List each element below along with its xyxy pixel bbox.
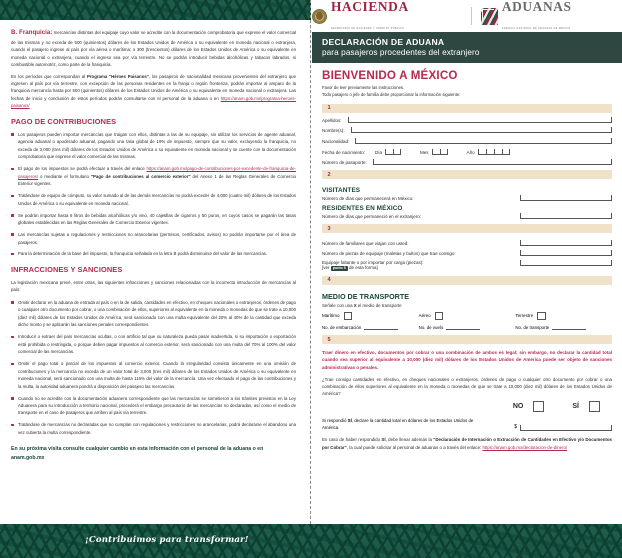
- field-fecha-nacimiento: [322, 149, 612, 155]
- decorative-greca-band-top: [0, 0, 311, 20]
- closing-text: En su próxima visita consulte cualquier cambio en esta información con el personal de la aduana o en: [11, 446, 264, 453]
- field-label: Nombre(s):: [322, 128, 345, 134]
- reference-badge: punto 5: [332, 266, 346, 271]
- mode-label: Terrestre: [515, 313, 534, 319]
- pago-contribuciones-list: [11, 131, 296, 258]
- infracciones-intro: La legislación mexicana prevé, entre otras, las siguientes infracciones y sanciones relacionadas con la incorrecta introducción de mercancías al país:: [11, 279, 296, 293]
- transport-mode-aereo: [419, 312, 516, 331]
- cash-declaration-warning: Traer dinero en efectivo, documentos por cobrar o una combinación de ambos es legal; sin embargo, no declarar la cantidad total cuando sea superior al equivalente a 10,000 (diez mil) dólares de los Estados Unidos de América puede ser objeto de sanciones administrativas o penales.: [322, 350, 612, 370]
- section-4-number: 4: [327, 277, 331, 284]
- pago-contribuciones-heading: PAGO DE CONTRIBUCIONES: [11, 116, 117, 126]
- row-dias-extranjero: [322, 213, 612, 219]
- year-input[interactable]: [478, 149, 510, 155]
- section-bar-fill: [336, 335, 612, 344]
- additional-declaration-note: [322, 436, 612, 450]
- anam-website-link[interactable]: anam.gob.mx: [11, 455, 45, 462]
- numero-vuelo-input[interactable]: [446, 325, 480, 330]
- field-nacionalidad: [322, 138, 612, 144]
- infracciones-sanciones-list: [11, 299, 296, 437]
- field-label: Número de pasaporte:: [322, 160, 367, 166]
- transport-mode-grid: [322, 312, 612, 331]
- instruction-pre: Señale con una: [322, 302, 354, 308]
- equipaje-faltante-input[interactable]: [520, 260, 612, 266]
- year-label: Año: [466, 149, 475, 155]
- final-mid-1: , debe llenar además la: [385, 437, 434, 443]
- list-item: [11, 131, 296, 161]
- list-item: [11, 333, 296, 355]
- list-item: [11, 421, 296, 436]
- dias-en-mexico-input[interactable]: [520, 195, 612, 201]
- aduanas-logo: [481, 0, 622, 34]
- mode-number-label: No. de transporte: [515, 325, 550, 331]
- heroes-paisanos-paragraph: [11, 73, 296, 110]
- aereo-checkbox[interactable]: [435, 312, 444, 321]
- declare-text-post: , declare la cantidad total en dólares de los Estados Unidos de América.: [322, 418, 474, 431]
- residentes-heading: RESIDENTES EN MÉXICO: [322, 205, 403, 213]
- section-4-bar: [322, 276, 612, 285]
- instructions-line-2: Todo pasajero o jefe de familia debe proporcionar la información siguiente:: [322, 91, 461, 97]
- instruction-post: el medio de transporte: [356, 302, 402, 308]
- list-item: [11, 360, 296, 390]
- list-item-text: Tratándose de equipo de cómputo, su valor sumado al de las demás mercancías no podrá exceder de 4,000 (cuatro mil) dólares de los Estados Unidos de América o su equivalente en moneda nacional.: [18, 193, 296, 206]
- day-label: Día: [375, 149, 383, 155]
- row-equipaje-faltante: [322, 260, 612, 270]
- list-item-text: del Anexo 1 de las Reglas Generales de Comercio Exterior vigentes.: [18, 173, 296, 187]
- logo-separator: [471, 7, 472, 25]
- row-dias-mexico: [322, 195, 612, 201]
- month-group: [420, 149, 451, 155]
- section-1-fields: [312, 113, 622, 165]
- section-3-fields: [312, 233, 622, 270]
- field-label: Nacionalidad:: [322, 139, 350, 145]
- nombres-input[interactable]: [351, 127, 612, 133]
- section-3-number: 3: [327, 225, 331, 232]
- hacienda-wordmark: HACIENDA: [331, 0, 409, 14]
- list-item: [11, 231, 296, 246]
- aduanas-subtitle: AGENCIA NACIONAL DE ADUANAS DE MÉXICO: [501, 28, 571, 30]
- list-item-text: Omitir el pago total o parcial de los impuestos al comercio exterior. Cuando la irregularidad consista únicamente en una omisión de contribuciones y la mercancía no exceda de un valor total de 3,000 (tres mil) dólares de los Estados Unidos de América o su equivalente en moneda nacional, será sancionado con una multa de hasta 116% del valor de la mercancía. Una vez efectuado el pago de las contribuciones y la multa, la autoridad aduanera pondrá a disposición del pasajero las mercancías.: [18, 361, 296, 389]
- franquicia-paragraph: [11, 28, 296, 69]
- field-label: Apellidos:: [322, 117, 342, 123]
- closing-note: [11, 445, 296, 463]
- apellidos-input[interactable]: [348, 117, 612, 123]
- medio-transporte-instruction: [322, 303, 612, 308]
- final-pre: En caso de haber respondido: [322, 437, 382, 443]
- heroes-paisanos-link[interactable]: https://anam.gob.mx/programa-heroes-paisanos/: [11, 95, 296, 109]
- aduanas-emblem-icon: [481, 8, 498, 25]
- heroes-text-2: , los pasajeros de nacionalidad mexicana provenientes del extranjero que ingresen al país por vía terrestre, con excepción de las personas residentes en la franja o región fronteriza, podrán importar al amparo de la franquicia mercancía hasta por 500 (quinientos) dólares de los Estados Unidos de América o su equivalente en moneda nacional o extranjera. Las fechas de inicio y conclusión de estos períodos podrán consultarse con el personal de la aduana o en: [11, 73, 296, 101]
- transport-mode-maritimo: [322, 312, 419, 331]
- section-3-bar: [322, 224, 612, 233]
- medio-transporte-heading: MEDIO DE TRANSPORTE: [322, 291, 410, 301]
- declare-amount-row: [322, 417, 612, 431]
- list-item-text: Los pasajeros pueden importar mercancías que traigan con ellos, distintas a las de su equipaje, sin utilizar los servicios de agente aduanal, agencia aduanal o apoderado aduanal, pagando una tasa global de 19% de impuesto, siempre que su valor, excluyendo la franquicia, no exceda de 3,000 (tres mil) dólares de los Estados Unidos de América o su equivalente en moneda nacional y se cuente con la documentación comprobatoria que exprese el valor comercial de las mismas.: [18, 131, 296, 160]
- welcome-heading: BIENVENIDO A MÉXICO: [322, 69, 458, 82]
- list-item: [11, 165, 296, 187]
- numero-familiares-input[interactable]: [520, 240, 612, 246]
- section-bar-fill: [336, 104, 612, 113]
- field-apellidos: [322, 117, 612, 123]
- visitantes-heading: VISITANTES: [322, 187, 361, 195]
- right-declaration-form-column: [312, 0, 622, 524]
- numero-embarcacion-input[interactable]: [364, 325, 398, 330]
- field-numero-pasaporte: [322, 159, 612, 165]
- section-bar-fill: [336, 276, 612, 285]
- section-2-bar: [322, 170, 612, 179]
- reference-note-post: de esta forma]: [347, 265, 378, 271]
- field-label: Fecha de nacimiento:: [322, 149, 366, 155]
- formulario-name: "Pago de contribuciones al comercio exterior": [90, 173, 191, 179]
- reference-note-pre: [ver: [322, 265, 331, 271]
- passport-number-input[interactable]: [373, 159, 612, 165]
- hacienda-logo: [312, 0, 462, 34]
- question-label: Número de días que permanecerá en México:: [322, 196, 414, 202]
- mode-number-label: No. de embarcación: [322, 325, 362, 331]
- institutional-logos: [312, 0, 622, 32]
- form-title: DECLARACIÓN DE ADUANA: [322, 37, 445, 47]
- declare-si-bold: SÍ: [347, 418, 352, 424]
- heroes-program-name: Programa "Héroes Paisanos": [86, 73, 149, 79]
- infracciones-sanciones-heading: INFRACCIONES Y SANCIONES: [11, 264, 123, 274]
- list-item-text: Introducir o extraer del país mercancías ocultas, o con artificio tal que su naturaleza pueda pasar inadvertida, si su importación o exportación está prohibida o restringida, o porque deben pagar impuestos al comercio exterior, será sancionado con una multa del 70% al 100% del valor comercial de las mercancías.: [18, 334, 296, 355]
- list-item-text: Se podrán importar hasta 6 litros de bebidas alcohólicas y/o vino, 40 cajetillas de cigarros y 50 puros, en cuyos casos se pagarán las tasas globales establecidas en las Reglas Generales de Comercio Exterior vigentes.: [18, 212, 296, 226]
- si-label: SÍ: [572, 403, 579, 411]
- franquicia-body: mercancías distintas del equipaje cuyo valor se acredite con la documentación comprobatoria que exprese el valor comercial de las mismas y no exceda de 500 (quinientos) dólares de los Estados Unidos de América o su equivalente en moneda nacional o extranjera, cuando el pasajero ingrese al país por vía aérea o marítima; o 300 (trescientos) dólares de los Estados Unidos de América o su equivalente en moneda nacional o extranjera, cuando el ingreso sea por vía terrestre. No se podrán introducir bebidas alcohólicas y tabacos labrados, ni combustible automotriz, como parte de la franquicia.: [11, 30, 296, 68]
- list-item-text: Para la determinación de la base del impuesto, la franquicia señalada en la letra B podrá disminuirse del valor de las mercancías.: [18, 251, 268, 257]
- row-piezas-equipaje: [322, 250, 612, 256]
- list-item-text: Tratándose de mercancías no declaradas que no cumplan con regulaciones y restricciones no arancelarias, podrá declararse el abandono una vez cubierta la multa correspondiente.: [18, 422, 296, 435]
- question-label: Equipaje faltante o por importar por carga (piezas):: [322, 260, 424, 266]
- question-label: Número de piezas de equipaje (maletas y bultos) que trae consigo:: [322, 251, 456, 257]
- cash-answer-row: [322, 401, 600, 412]
- list-item-text: El pago de los impuestos se podrá efectuar a través del enlace: [18, 166, 147, 172]
- section-1-bar: [322, 104, 612, 113]
- heroes-text-1: En los períodos que correspondan al: [11, 73, 87, 79]
- mode-number-label: No. de vuelo: [418, 325, 444, 331]
- question-label: Número de familiares que viajan con usted:: [322, 241, 409, 247]
- form-title-bar: [312, 32, 622, 63]
- maritimo-checkbox[interactable]: [344, 312, 353, 321]
- si-checkbox[interactable]: [589, 401, 600, 412]
- transport-mode-terrestre: [515, 312, 612, 331]
- section-bar-fill: [336, 170, 612, 179]
- declaracion-dinero-link[interactable]: https://anam.gob.mx/declaracion-de-dinero/: [482, 444, 568, 450]
- fold-dashed-divider: [310, 0, 311, 524]
- dias-en-extranjero-input[interactable]: [520, 213, 612, 219]
- section-2-fields: [312, 179, 622, 219]
- final-mid-2: , la cual puede solicitar al personal de aduanas o a través del enlace:: [346, 444, 483, 450]
- instruction-mark: X: [353, 302, 357, 308]
- mode-label: Marítimo: [322, 313, 340, 319]
- terrestre-checkbox[interactable]: [537, 312, 546, 321]
- final-si-bold: SÍ: [381, 437, 386, 443]
- month-input[interactable]: [432, 149, 448, 155]
- list-item: [11, 250, 296, 257]
- declared-amount-input[interactable]: [520, 425, 612, 431]
- aduanas-wordmark: ADUANAS: [501, 0, 572, 14]
- no-checkbox[interactable]: [533, 401, 544, 412]
- section-bar-fill: [336, 224, 612, 233]
- declare-text-pre: Si respondió: [322, 418, 348, 424]
- no-label: NO: [512, 403, 524, 411]
- day-input[interactable]: [385, 149, 401, 155]
- pago-contribuciones-link[interactable]: https://anam.gob.mx/pago-de-contribuciones-por-excedente-de-franquicia-de-pasajeros/: [18, 166, 296, 179]
- hacienda-subtitle: SECRETARÍA DE HACIENDA Y CRÉDITO PÚBLICO: [331, 28, 405, 30]
- welcome-block: [312, 63, 622, 99]
- decorative-greca-band-bottom: [0, 524, 622, 558]
- field-nombres: [322, 127, 612, 133]
- section-5-number: 5: [327, 336, 331, 343]
- row-familiares: [322, 240, 612, 246]
- piezas-equipaje-input[interactable]: [520, 250, 612, 256]
- cash-declaration-question: ¿Trae consigo cantidades en efectivo, en cheques nacionales o extranjeros, órdenes de pago o cualquier otro documento por cobrar o una combinación de ellos superiores al equivalente en la moneda o monedas de que se trate a 10,000 (diez mil) dólares de los Estados Unidos de América?: [322, 376, 612, 397]
- numero-transporte-input[interactable]: [552, 325, 586, 330]
- month-label: Mes: [420, 149, 429, 155]
- list-item: [11, 212, 296, 227]
- left-instructions-column: [0, 20, 308, 524]
- section-2-number: 2: [327, 171, 331, 178]
- section-4-fields: [312, 285, 622, 331]
- declaration-form-name: "Declaración de Internación o Extracción de Cantidades en Efectivo y/o Documentos por Cobrar": [322, 437, 612, 450]
- list-item-text: Cuando no se acredite con la documentación aduanera correspondiente que las mercancías se sometieron a los trámites previstos en la Ley Aduanera para su introducción a territorio nacional, procederá el embargo precautorio de las mercancías no declaradas, así como el medio de transporte en el caso de pasajeros que arriben al país vía terrestre.: [18, 395, 296, 416]
- section-1-number: 1: [327, 105, 331, 112]
- section-5-bar: [322, 335, 612, 344]
- question-label: Número de días que permaneció en el extranjero:: [322, 214, 422, 220]
- year-group: [467, 149, 513, 155]
- footer-slogan: ¡Contribuimos para transformar!: [85, 535, 249, 545]
- franquicia-heading: B. Franquicia:: [11, 29, 53, 36]
- list-item-text: Omitir declarar en la aduana de entrada al país o en la de salida, cantidades en efectivo, en cheques nacionales o extranjeros, órdenes de pago o cualquier otro documento por cobrar, o una combinación de ellos, superiores al equivalente en la moneda o monedas de que se trate a 10,000 (diez mil) dólares de los Estados Unidos de América, será sancionado con una multa equivalente del 20% al 40% de la cantidad que exceda dicho monto y se aplicarán las sanciones penales correspondientes.: [18, 299, 296, 328]
- list-item-text: o mediante el formulario: [38, 173, 91, 179]
- list-item: [11, 395, 296, 417]
- list-item-text: Las mercancías sujetas a regulaciones y restricciones no arancelarias (permisos, certificados, avisos) no podrán importarse por el área de pasajeros.: [18, 232, 296, 245]
- mode-label: Aéreo: [418, 313, 431, 319]
- nacionalidad-input[interactable]: [355, 138, 612, 144]
- instructions-line-1: Favor de leer previamente las instrucciones.: [322, 85, 405, 90]
- list-item: [11, 299, 296, 329]
- day-group: [375, 149, 404, 155]
- currency-symbol: $: [514, 424, 517, 431]
- form-subtitle: para pasajeros procedentes del extranjero: [322, 48, 480, 57]
- mexican-coat-of-arms-icon: [312, 9, 327, 24]
- list-item: [11, 192, 296, 207]
